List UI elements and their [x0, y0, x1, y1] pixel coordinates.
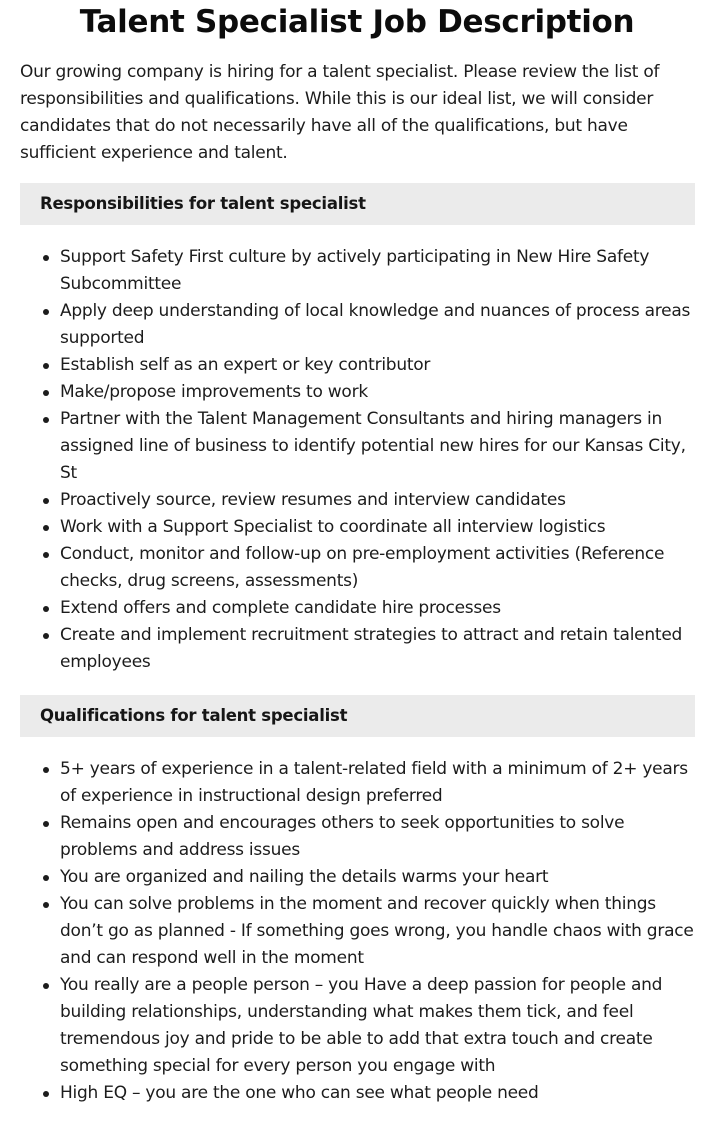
qualifications-heading: Qualifications for talent specialist [20, 695, 695, 737]
list-item: Create and implement recruitment strategies to attract and retain talented employees [60, 622, 700, 676]
list-item: Extend offers and complete candidate hire processes [60, 595, 700, 622]
page-title: Talent Specialist Job Description [79, 4, 635, 40]
intro-paragraph: Our growing company is hiring for a talent specialist. Please review the list of responsibilities and qualifications. While this is our ideal list, we will consider candidates that do not necessarily have all of the qualifications, but have sufficient experience and talent. [20, 62, 660, 163]
list-item: Conduct, monitor and follow-up on pre-employment activities (Reference checks, drug screens, assessments) [60, 541, 700, 595]
responsibilities-heading: Responsibilities for talent specialist [20, 183, 695, 225]
responsibilities-list [20, 244, 700, 676]
list-item: You can solve problems in the moment and recover quickly when things don’t go as planned - If something goes wrong, you handle chaos with grace and can respond well in the moment [60, 891, 700, 972]
list-item: Work with a Support Specialist to coordinate all interview logistics [60, 514, 700, 541]
list-item: Proactively source, review resumes and interview candidates [60, 487, 700, 514]
list-item: Partner with the Talent Management Consultants and hiring managers in assigned line of business to identify potential new hires for our Kansas City, St [60, 406, 700, 487]
list-item: High EQ – you are the one who can see what people need [60, 1080, 700, 1107]
list-item: Apply deep understanding of local knowledge and nuances of process areas supported [60, 298, 700, 352]
list-item: 5+ years of experience in a talent-related field with a minimum of 2+ years of experience in instructional design preferred [60, 756, 700, 810]
list-item: Remains open and encourages others to seek opportunities to solve problems and address issues [60, 810, 700, 864]
qualifications-list [20, 756, 700, 1107]
list-item: You really are a people person – you Have a deep passion for people and building relationships, understanding what makes them tick, and feel tremendous joy and pride to be able to add that extra touch and create something special for every person you engage with [60, 972, 700, 1080]
list-item: You are organized and nailing the details warms your heart [60, 864, 700, 891]
list-item: Support Safety First culture by actively participating in New Hire Safety Subcommittee [60, 244, 700, 298]
list-item: Establish self as an expert or key contributor [60, 352, 700, 379]
list-item: Make/propose improvements to work [60, 379, 700, 406]
